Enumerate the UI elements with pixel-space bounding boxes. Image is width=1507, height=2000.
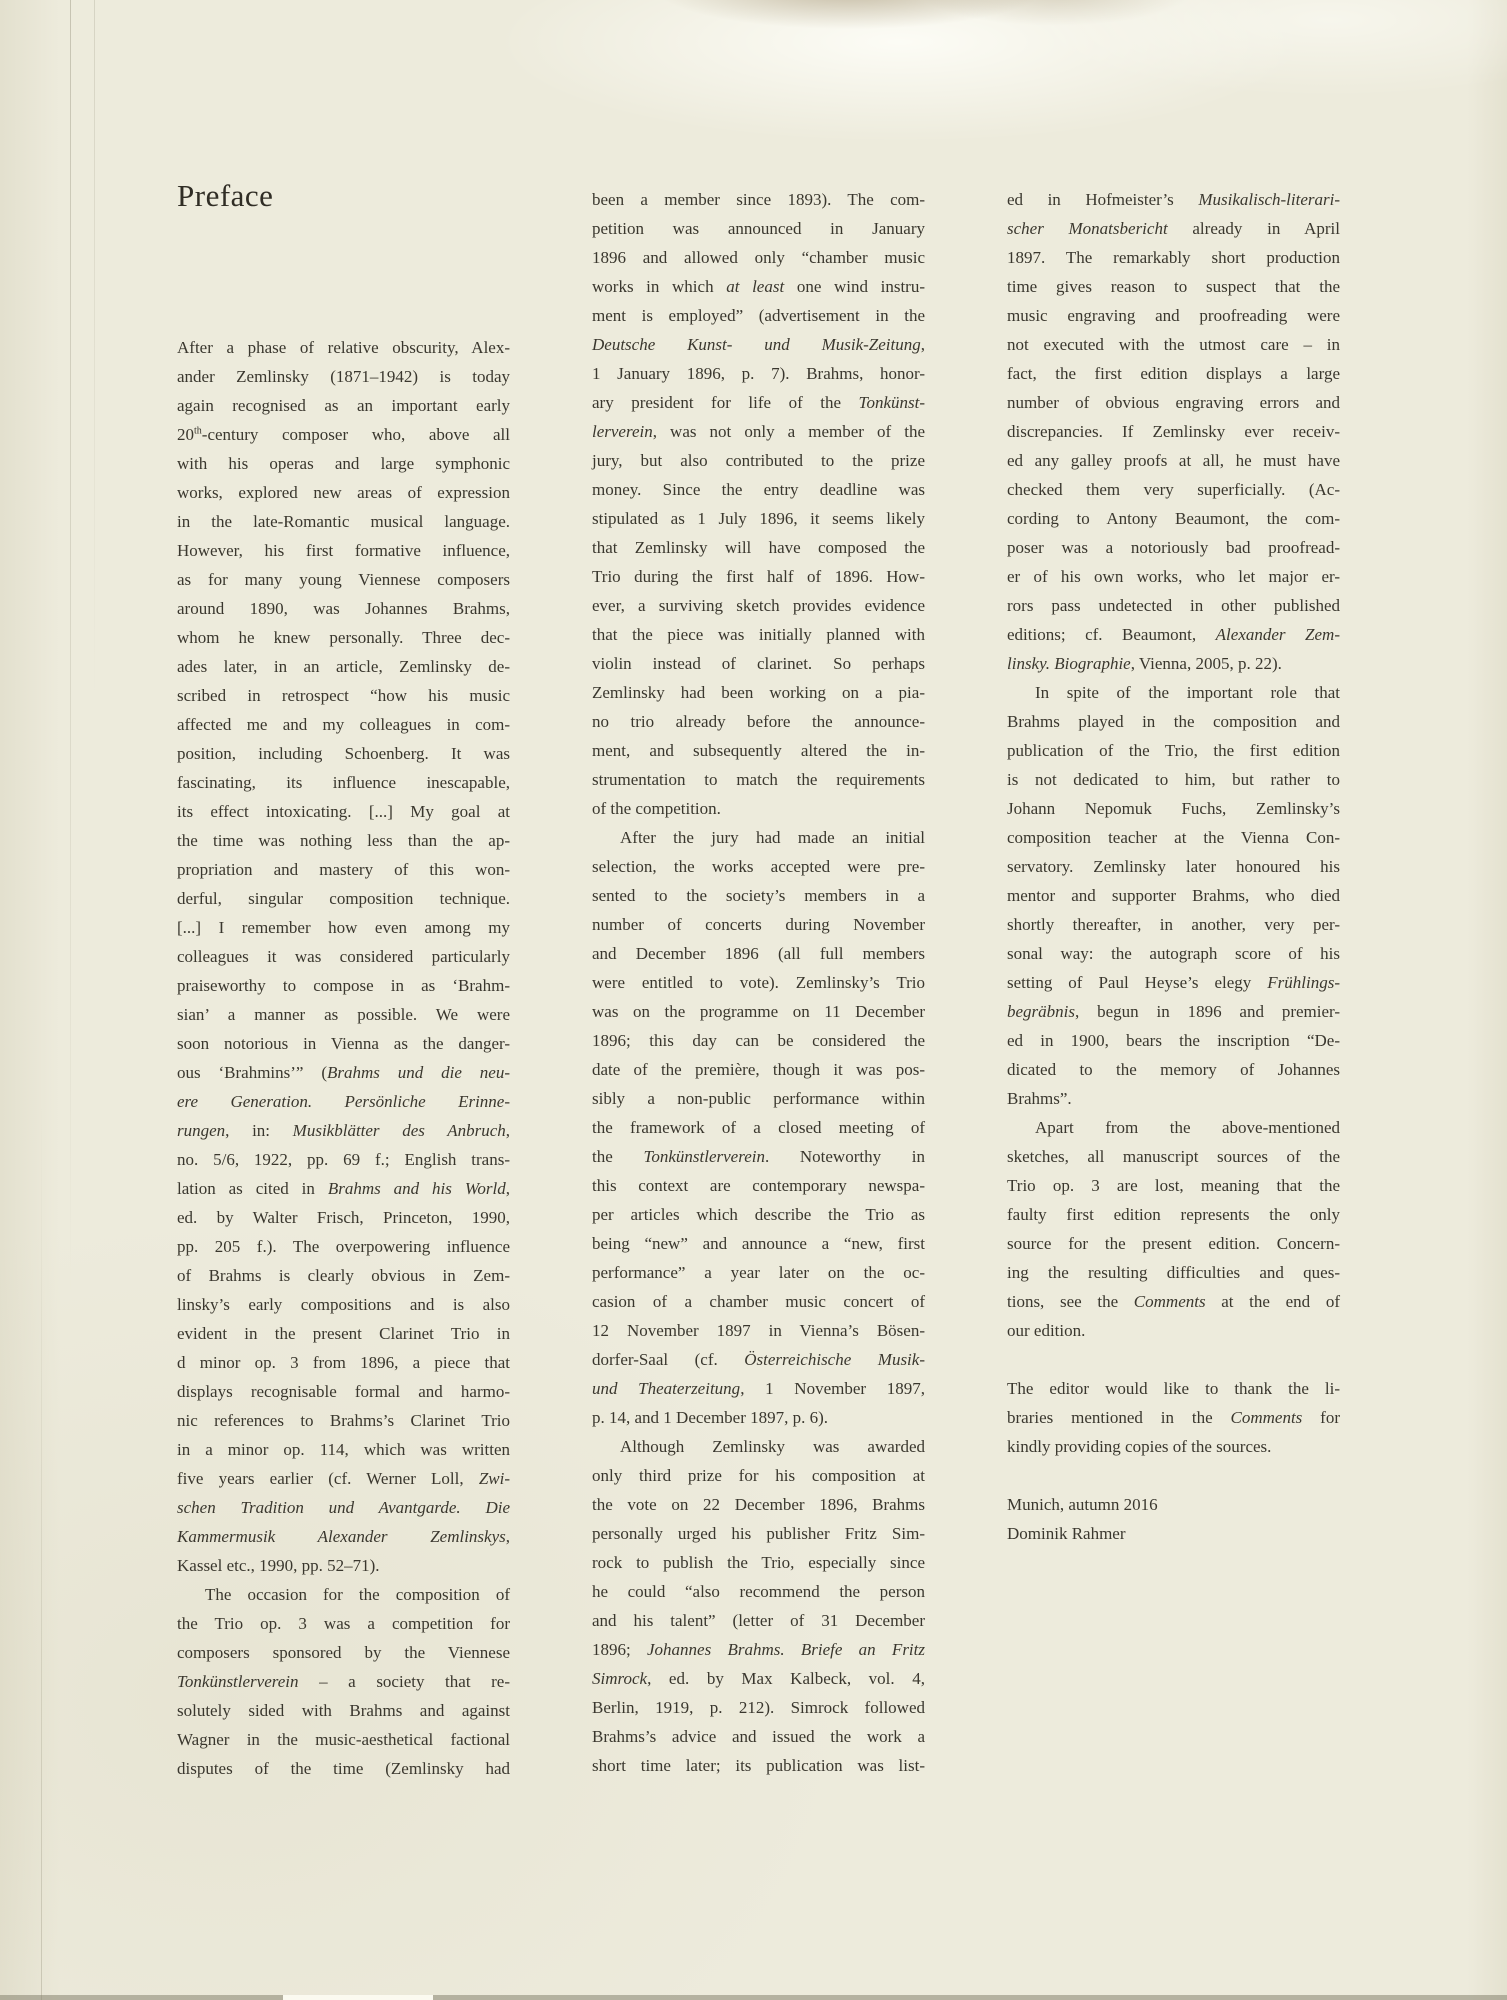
text-line: no. 5/6, 1922, pp. 69 f.; English trans- bbox=[177, 1150, 510, 1169]
text-line: strumentation to match the requirements bbox=[592, 770, 925, 789]
text-line: were entitled to vote). Zemlinsky’s Trio bbox=[592, 973, 925, 992]
text-line: again recognised as an important early bbox=[177, 396, 510, 415]
text-line: this context are contemporary newspa- bbox=[592, 1176, 925, 1195]
text-line: ed in 1900, bears the inscription “De- bbox=[1007, 1031, 1340, 1050]
text-line: sibly a non-public performance within bbox=[592, 1089, 925, 1108]
text-line: Apart from the above-mentioned bbox=[1035, 1118, 1340, 1137]
text-line: personally urged his publisher Fritz Sim- bbox=[592, 1524, 925, 1543]
text-line: Kammermusik Alexander Zemlinskys, bbox=[177, 1527, 510, 1546]
text-line: The occasion for the composition of bbox=[205, 1585, 510, 1604]
column-3 bbox=[1007, 185, 1340, 1548]
text-line: linsky’s early compositions and is also bbox=[177, 1295, 510, 1314]
text-line: ed. by Walter Frisch, Princeton, 1990, bbox=[177, 1208, 510, 1227]
text-line: that the piece was initially planned with bbox=[592, 625, 925, 644]
text-line: cording to Antony Beaumont, the com- bbox=[1007, 509, 1340, 528]
text-line: rock to publish the Trio, especially since bbox=[592, 1553, 925, 1572]
text-line: source for the present edition. Concern- bbox=[1007, 1234, 1340, 1253]
text-line: Deutsche Kunst- und Musik-Zeitung, bbox=[592, 335, 925, 354]
text-line: rungen, in: Musikblätter des Anbruch, bbox=[177, 1121, 510, 1140]
paragraph bbox=[1007, 1113, 1340, 1345]
text-line: editions; cf. Beaumont, Alexander Zem- bbox=[1007, 625, 1340, 644]
text-line: not executed with the utmost care – in bbox=[1007, 335, 1340, 354]
text-line: ed any galley proofs at all, he must have bbox=[1007, 451, 1340, 470]
text-line: with his operas and large symphonic bbox=[177, 454, 510, 473]
paragraph bbox=[592, 1432, 925, 1780]
text-line: servatory. Zemlinsky later honoured his bbox=[1007, 857, 1340, 876]
text-line: Wagner in the music-aesthetical factional bbox=[177, 1730, 510, 1749]
text-line: 1897. The remarkably short production bbox=[1007, 248, 1340, 267]
text-line: date of the première, though it was pos- bbox=[592, 1060, 925, 1079]
text-line: number of obvious engraving errors and bbox=[1007, 393, 1340, 412]
text-line: its effect intoxicating. [...] My goal at bbox=[177, 802, 510, 821]
text-line: pp. 205 f.). The overpowering influence bbox=[177, 1237, 510, 1256]
text-line: Brahms played in the composition and bbox=[1007, 712, 1340, 731]
text-line: been a member since 1893). The com- bbox=[592, 190, 925, 209]
paragraph bbox=[1007, 678, 1340, 1113]
text-line: sketches, all manuscript sources of the bbox=[1007, 1147, 1340, 1166]
text-line: lerverein, was not only a member of the bbox=[592, 422, 925, 441]
text-line: the time was nothing less than the ap- bbox=[177, 831, 510, 850]
text-line: ary president for life of the Tonkünst- bbox=[592, 393, 925, 412]
text-line: Tonkünstlerverein – a society that re- bbox=[177, 1672, 510, 1691]
text-line: disputes of the time (Zemlinsky had bbox=[177, 1759, 510, 1778]
text-line: fact, the first edition displays a large bbox=[1007, 364, 1340, 383]
text-line: he could “also recommend the person bbox=[592, 1582, 925, 1601]
text-line: composition teacher at the Vienna Con- bbox=[1007, 828, 1340, 847]
column-1 bbox=[177, 333, 510, 1783]
text-line: stipulated as 1 July 1896, it seems likely bbox=[592, 509, 925, 528]
text-line: [...] I remember how even among my bbox=[177, 918, 510, 937]
text-line: In spite of the important role that bbox=[1035, 683, 1340, 702]
text-line: sian’ a manner as possible. We were bbox=[177, 1005, 510, 1024]
text-line: After the jury had made an initial bbox=[620, 828, 925, 847]
text-line: colleagues it was considered particularly bbox=[177, 947, 510, 966]
text-line: composers sponsored by the Viennese bbox=[177, 1643, 510, 1662]
text-line: scribed in retrospect “how his music bbox=[177, 686, 510, 705]
text-line: jury, but also contributed to the prize bbox=[592, 451, 925, 470]
text-line: casion of a chamber music concert of bbox=[592, 1292, 925, 1311]
text-line: After a phase of relative obscurity, Alex- bbox=[177, 338, 510, 357]
text-line: petition was announced in January bbox=[592, 219, 925, 238]
text-line: evident in the present Clarinet Trio in bbox=[177, 1324, 510, 1343]
text-line: ment, and subsequently altered the in- bbox=[592, 741, 925, 760]
page-bottom-shadow bbox=[0, 1995, 1507, 2000]
text-line: ing the resulting difficulties and ques- bbox=[1007, 1263, 1340, 1282]
text-line: und Theaterzeitung, 1 November 1897, bbox=[592, 1379, 925, 1398]
text-line: praiseworthy to compose in as ‘Brahm- bbox=[177, 976, 510, 995]
text-line: d minor op. 3 from 1896, a piece that bbox=[177, 1353, 510, 1372]
text-line: checked them very superficially. (Ac- bbox=[1007, 480, 1340, 499]
text-line: ment is employed” (advertisement in the bbox=[592, 306, 925, 325]
text-line: Although Zemlinsky was awarded bbox=[620, 1437, 925, 1456]
text-line: linsky. Biographie, Vienna, 2005, p. 22). bbox=[1007, 654, 1282, 673]
text-line: nic references to Brahms’s Clarinet Trio bbox=[177, 1411, 510, 1430]
text-line: 1896; this day can be considered the bbox=[592, 1031, 925, 1050]
paragraph bbox=[1007, 185, 1340, 678]
text-line: of Brahms is clearly obvious in Zem- bbox=[177, 1266, 510, 1285]
page-title: Preface bbox=[177, 178, 274, 213]
paragraph bbox=[1007, 1519, 1340, 1548]
text-line: time gives reason to suspect that the bbox=[1007, 277, 1340, 296]
text-line: in the late-Romantic musical language. bbox=[177, 512, 510, 531]
text-line: Zemlinsky had been working on a pia- bbox=[592, 683, 925, 702]
text-line: soon notorious in Vienna as the danger- bbox=[177, 1034, 510, 1053]
text-line: displays recognisable formal and harmo- bbox=[177, 1382, 510, 1401]
text-line: only third prize for his composition at bbox=[592, 1466, 925, 1485]
text-line: begräbnis, begun in 1896 and premier- bbox=[1007, 1002, 1340, 1021]
text-line: lation as cited in Brahms and his World, bbox=[177, 1179, 511, 1198]
text-line: Johann Nepomuk Fuchs, Zemlinsky’s bbox=[1007, 799, 1340, 818]
text-line: number of concerts during November bbox=[592, 915, 925, 934]
text-line: 20th-century composer who, above all bbox=[177, 425, 510, 444]
text-line: dorfer-Saal (cf. Österreichische Musik- bbox=[592, 1350, 925, 1369]
text-line: Brahms’s advice and issued the work a bbox=[592, 1727, 925, 1746]
paragraph bbox=[177, 1580, 510, 1783]
text-line: shortly thereafter, in another, very per- bbox=[1007, 915, 1340, 934]
text-line: 1896; Johannes Brahms. Briefe an Fritz bbox=[592, 1640, 925, 1659]
text-line: p. 14, and 1 December 1897, p. 6). bbox=[592, 1408, 829, 1427]
text-line: the framework of a closed meeting of bbox=[592, 1118, 925, 1137]
text-line: whom he knew personally. Three dec- bbox=[177, 628, 510, 647]
text-line: performance” a year later on the oc- bbox=[592, 1263, 925, 1282]
text-line: dicated to the memory of Johannes bbox=[1007, 1060, 1340, 1079]
text-line: no trio already before the announce- bbox=[592, 712, 925, 731]
text-line: ander Zemlinsky (1871–1942) is today bbox=[177, 367, 510, 386]
page-bottom-edge-highlight bbox=[283, 1995, 433, 2000]
text-line: However, his first formative influence, bbox=[177, 541, 510, 560]
text-line: selection, the works accepted were pre- bbox=[592, 857, 925, 876]
text-line: works in which at least one wind instru- bbox=[592, 277, 925, 296]
column-2 bbox=[592, 185, 925, 1780]
text-line: publication of the Trio, the first edition bbox=[1007, 741, 1340, 760]
text-line: Berlin, 1919, p. 212). Simrock followed bbox=[592, 1698, 925, 1717]
text-line: our edition. bbox=[1007, 1321, 1086, 1340]
paper-crease bbox=[94, 0, 95, 700]
text-line: Brahms”. bbox=[1007, 1089, 1072, 1108]
text-line: rors pass undetected in other published bbox=[1007, 596, 1340, 615]
text-line: tions, see the Comments at the end of bbox=[1007, 1292, 1340, 1311]
paper-crease bbox=[70, 0, 71, 1300]
text-line: Dominik Rahmer bbox=[1007, 1524, 1126, 1543]
text-line: scher Monatsbericht already in April bbox=[1007, 219, 1340, 238]
text-line: is not dedicated to him, but rather to bbox=[1007, 770, 1340, 789]
text-line: ed in Hofmeister’s Musikalisch-literari- bbox=[1007, 190, 1340, 209]
text-line: as for many young Viennese composers bbox=[177, 570, 510, 589]
paragraph bbox=[177, 333, 510, 1580]
text-line: and December 1896 (all full members bbox=[592, 944, 925, 963]
text-line: position, including Schoenberg. It was bbox=[177, 744, 510, 763]
text-line: in a minor op. 114, which was written bbox=[177, 1440, 510, 1459]
text-line: The editor would like to thank the li- bbox=[1007, 1379, 1340, 1398]
text-line: mentor and supporter Brahms, who died bbox=[1007, 886, 1340, 905]
text-line: Trio during the first half of 1896. How- bbox=[592, 567, 925, 586]
paper-crease bbox=[41, 1100, 42, 2000]
text-line: Munich, autumn 2016 bbox=[1007, 1495, 1158, 1514]
text-line: and his talent” (letter of 31 December bbox=[592, 1611, 925, 1630]
text-line: derful, singular composition technique. bbox=[177, 889, 510, 908]
text-line: sented to the society’s members in a bbox=[592, 886, 925, 905]
text-line: propriation and mastery of this won- bbox=[177, 860, 510, 879]
text-line: the vote on 22 December 1896, Brahms bbox=[592, 1495, 925, 1514]
text-line: 12 November 1897 in Vienna’s Bösen- bbox=[592, 1321, 925, 1340]
text-line: of the competition. bbox=[592, 799, 721, 818]
text-line: discrepancies. If Zemlinsky ever receiv- bbox=[1007, 422, 1340, 441]
text-line: Simrock, ed. by Max Kalbeck, vol. 4, bbox=[592, 1669, 925, 1688]
text-line: fascinating, its influence inescapable, bbox=[177, 773, 510, 792]
paragraph bbox=[592, 823, 925, 1432]
text-line: solutely sided with Brahms and against bbox=[177, 1701, 510, 1720]
text-line: around 1890, was Johannes Brahms, bbox=[177, 599, 510, 618]
text-line: poser was a notoriously bad proofread- bbox=[1007, 538, 1340, 557]
text-line: the Trio op. 3 was a competition for bbox=[177, 1614, 510, 1633]
text-line: 1 January 1896, p. 7). Brahms, honor- bbox=[592, 364, 925, 383]
text-line: kindly providing copies of the sources. bbox=[1007, 1437, 1272, 1456]
text-line: setting of Paul Heyse’s elegy Frühlings- bbox=[1007, 973, 1340, 992]
paragraph bbox=[1007, 1490, 1340, 1519]
text-line: five years earlier (cf. Werner Loll, Zwi- bbox=[177, 1469, 510, 1488]
text-line: violin instead of clarinet. So perhaps bbox=[592, 654, 925, 673]
paragraph bbox=[592, 185, 925, 823]
text-line: braries mentioned in the Comments for bbox=[1007, 1408, 1340, 1427]
text-line: was on the programme on 11 December bbox=[592, 1002, 925, 1021]
text-line: sonal way: the autograph score of his bbox=[1007, 944, 1340, 963]
text-line: affected me and my colleagues in com- bbox=[177, 715, 510, 734]
text-line: schen Tradition und Avantgarde. Die bbox=[177, 1498, 510, 1517]
text-line: works, explored new areas of expression bbox=[177, 483, 510, 502]
text-line: ous ‘Brahmins’” (Brahms und die neu- bbox=[177, 1063, 510, 1082]
text-line: ades later, in an article, Zemlinsky de- bbox=[177, 657, 510, 676]
text-line: per articles which describe the Trio as bbox=[592, 1205, 925, 1224]
text-line: Kassel etc., 1990, pp. 52–71). bbox=[177, 1556, 380, 1575]
text-line: er of his own works, who let major er- bbox=[1007, 567, 1340, 586]
text-line: short time later; its publication was list- bbox=[592, 1756, 925, 1775]
paragraph bbox=[1007, 1374, 1340, 1461]
text-line: being “new” and announce a “new, first bbox=[592, 1234, 925, 1253]
text-line: music engraving and proofreading were bbox=[1007, 306, 1340, 325]
text-line: ever, a surviving sketch provides evidence bbox=[592, 596, 925, 615]
text-line: faulty first edition represents the only bbox=[1007, 1205, 1340, 1224]
text-line: ere Generation. Persönliche Erinne- bbox=[177, 1092, 510, 1111]
text-line: Trio op. 3 are lost, meaning that the bbox=[1007, 1176, 1340, 1195]
text-line: that Zemlinsky will have composed the bbox=[592, 538, 925, 557]
text-line: the Tonkünstlerverein. Noteworthy in bbox=[592, 1147, 925, 1166]
text-line: 1896 and allowed only “chamber music bbox=[592, 248, 925, 267]
text-line: money. Since the entry deadline was bbox=[592, 480, 925, 499]
